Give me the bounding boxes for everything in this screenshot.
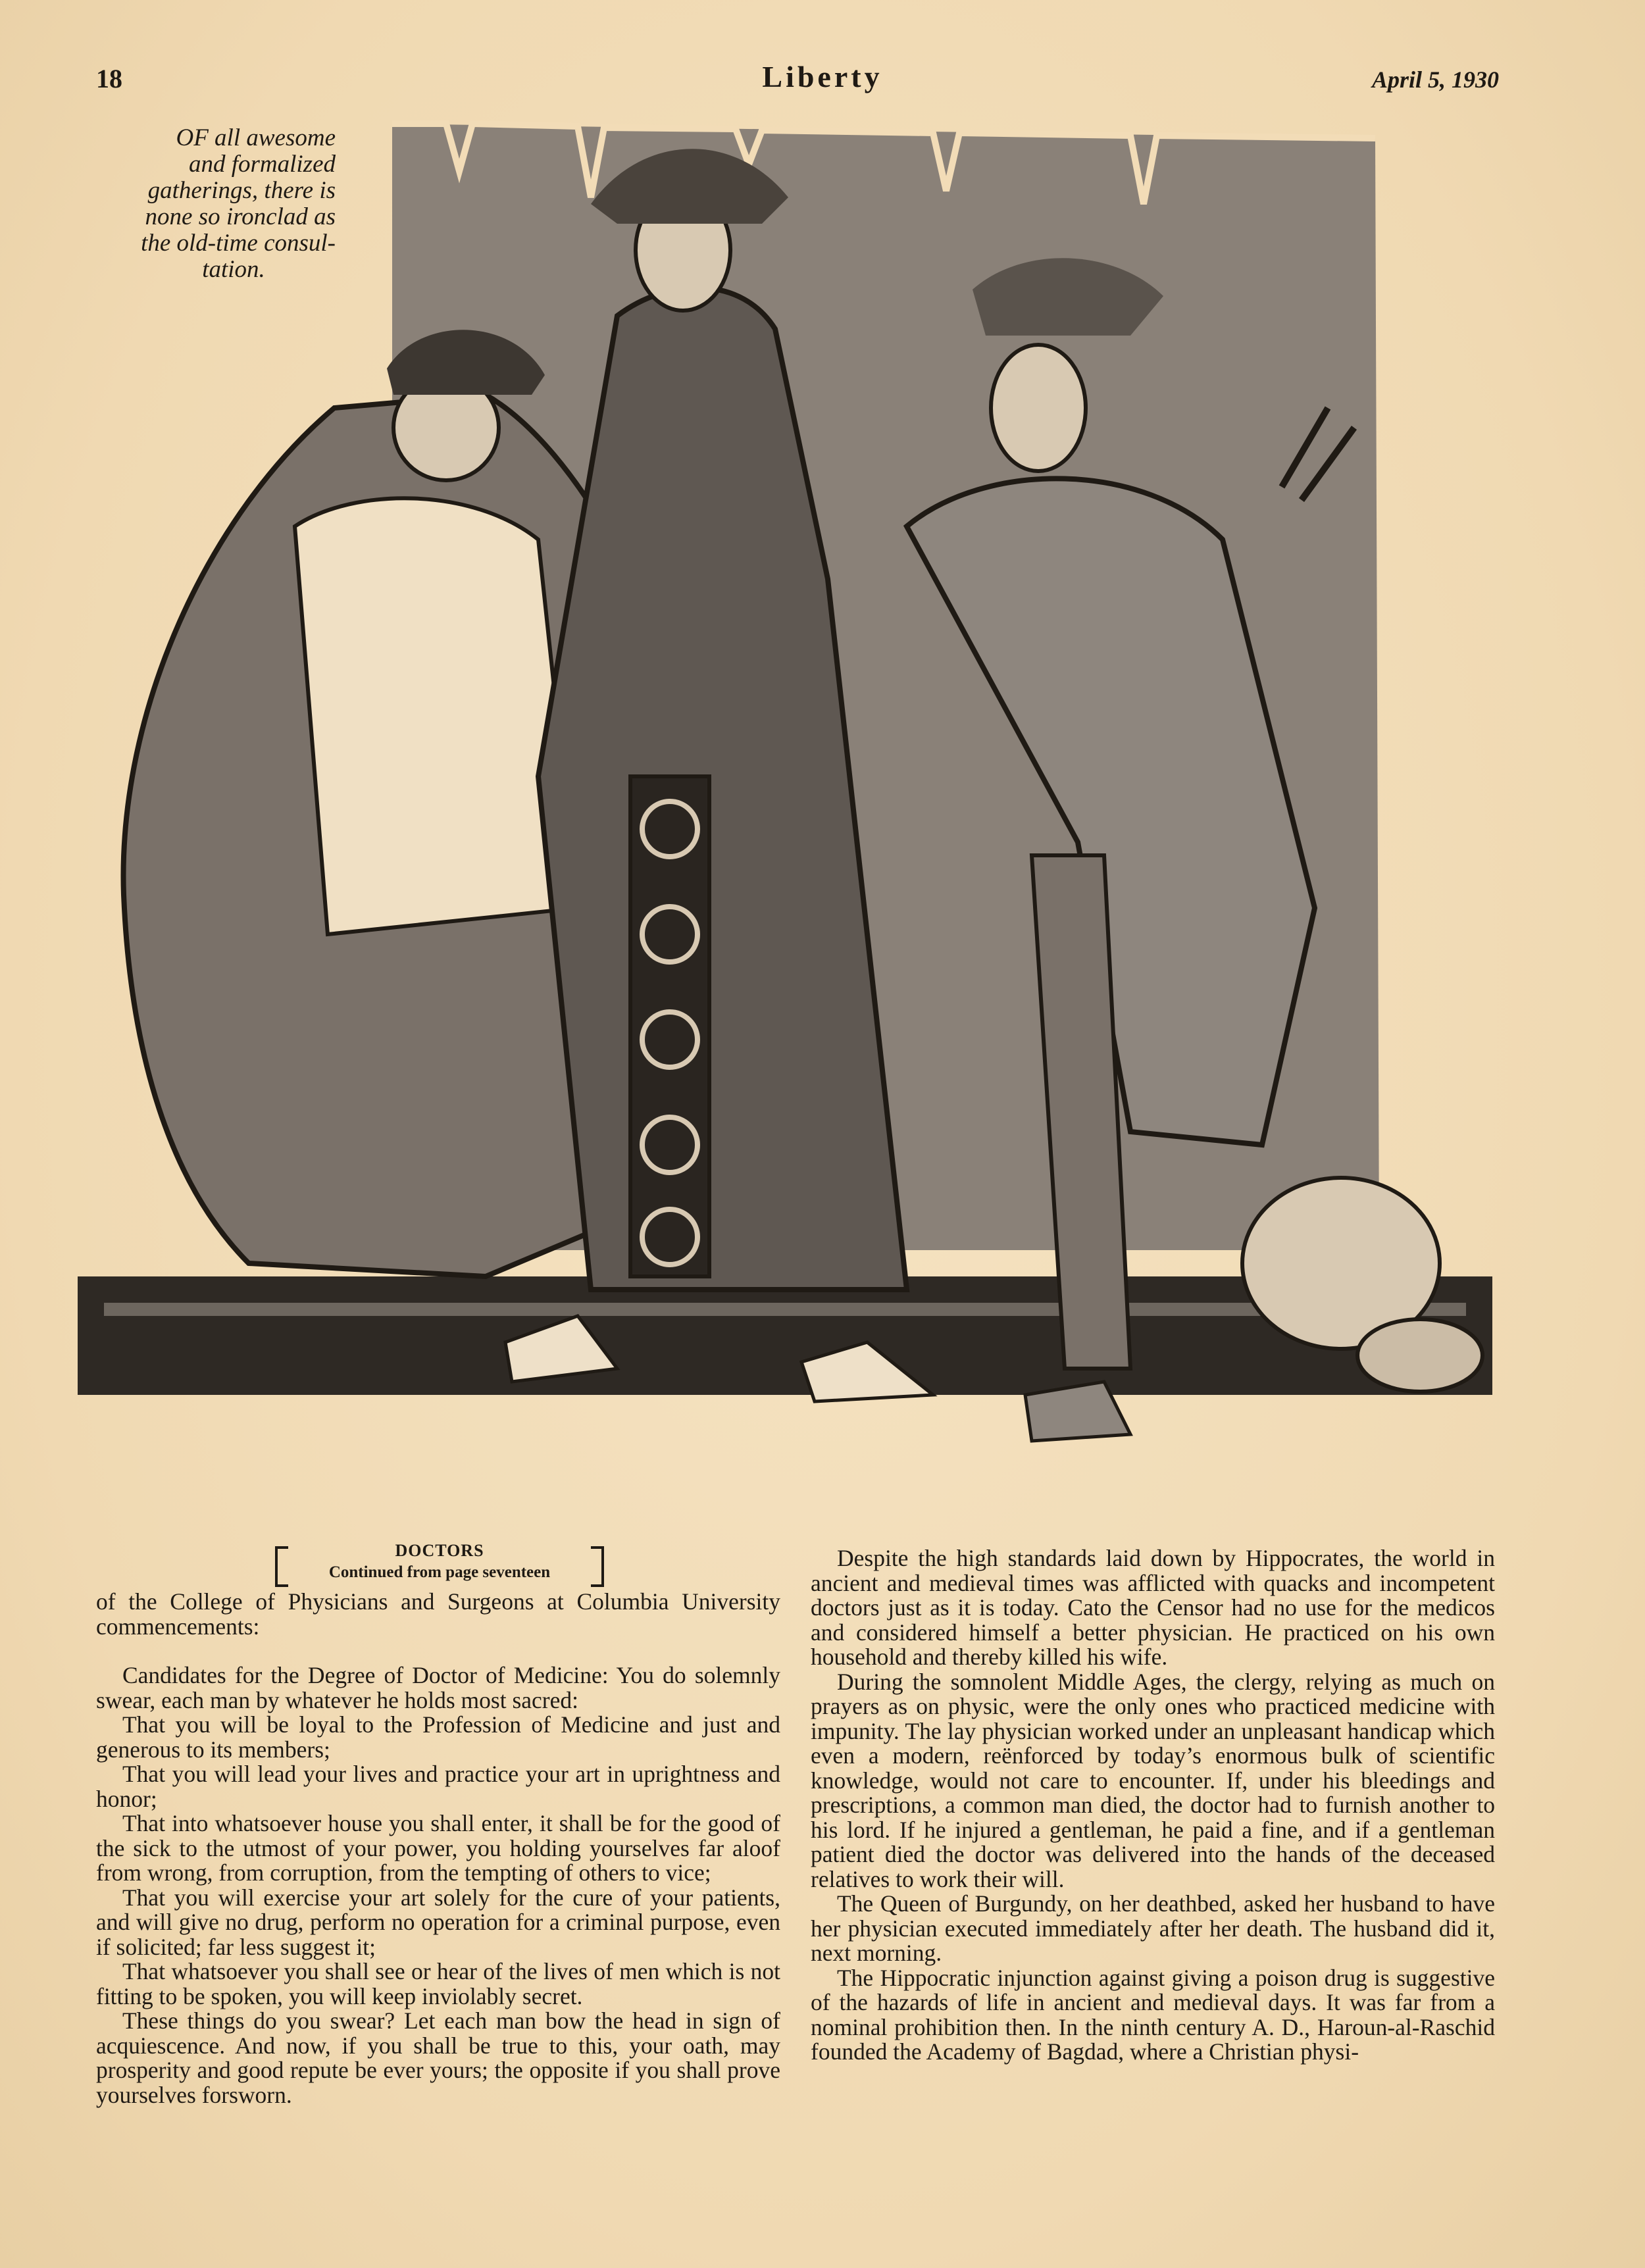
caption-line: gatherings, there is xyxy=(147,177,336,204)
paragraph: That you will be loyal to the Profession of Medicine and just and generous to its members; xyxy=(96,1711,780,1763)
illustration-caption xyxy=(92,125,336,283)
paragraph: That whatsoever you shall see or hear of the lives of men which is not fitting to be spoken, you will keep inviolably secret. xyxy=(96,1958,780,2009)
section-label xyxy=(275,1540,604,1582)
left-bracket xyxy=(275,1546,288,1587)
left-column xyxy=(96,1590,780,2107)
paragraph: These things do you swear? Let each man bow the head in sign of acquiescence. And now, if you shall be true to this, your oath, may prosperity and good repute be ever yours; the opposite if you shall prove yourselves forsworn. xyxy=(96,2007,780,2108)
continued-note: Continued from page seventeen xyxy=(328,1563,551,1581)
paragraph: Despite the high standards laid down by Hippocrates, the world in ancient and medieval times was afflicted with quacks and incompetent doctors just as it is today. Cato the Censor had no use for the medicos and considered himself a better physician. He practiced on his own household and thereby killed his wife. xyxy=(811,1545,1495,1670)
right-column xyxy=(811,1546,1495,2065)
paragraph: That into whatsoever house you shall enter, it shall be for the good of the sick to the utmost of your power, you holding yourselves far aloof from wrong, from corruption, from the tempting of others to vice; xyxy=(96,1810,780,1886)
caption-line: and formalized xyxy=(188,151,336,178)
caption-line: the old-time consul- xyxy=(141,230,336,257)
caption-line: none so ironclad as xyxy=(145,203,336,230)
doctors-consultation-illustration xyxy=(78,118,1492,1507)
caption-line: tation. xyxy=(202,256,265,283)
page-number: 18 xyxy=(96,64,122,93)
caption-line: OF all awesome xyxy=(176,124,336,151)
right-bracket xyxy=(591,1546,604,1587)
paragraph: The Queen of Burgundy, on her deathbed, asked her husband to have her physician executed immediately after her death. The husband did it, next morning. xyxy=(811,1890,1495,1966)
paragraph: During the somnolent Middle Ages, the clergy, relying as much on prayers as on physic, were the only ones who practiced medicine with impunity. The lay physician worked under an unpleasant handicap which even a modern, reënforced by today’s enormous bulk of scientific knowledge, would not care to encounter. If, under his bleedings and prescriptions, a common man died, the doctor had to furnish another to his lord. If he injured a gentleman, he paid a fine, and if a gentleman patient died the doctor was delivered into the hands of the deceased relatives to work their will. xyxy=(811,1668,1495,1892)
issue-date: April 5, 1930 xyxy=(1371,66,1499,93)
section-title: DOCTORS xyxy=(395,1541,484,1560)
paragraph: That you will lead your lives and practice your art in uprightness and honor; xyxy=(96,1761,780,1812)
magazine-title: Liberty xyxy=(762,60,883,93)
paragraph: That you will exercise your art solely for the cure of your patients, and will give no drug, perform no operation for a criminal purpose, even if solicited; far less suggest it; xyxy=(96,1884,780,1960)
paragraph: of the College of Physicians and Surgeons at Columbia University commencements: xyxy=(96,1588,780,1640)
paragraph: The Hippocratic injunction against giving a poison drug is suggestive of the hazards of life in ancient and medieval days. It was far from a nominal prohibition then. In the ninth century A. D., Haroun-al-Raschid founded the Academy of Bagdad, where a Christian physi- xyxy=(811,1964,1495,2065)
paragraph: Candidates for the Degree of Doctor of Medicine: You do solemnly swear, each man by whatever he holds most sacred: xyxy=(96,1662,780,1713)
